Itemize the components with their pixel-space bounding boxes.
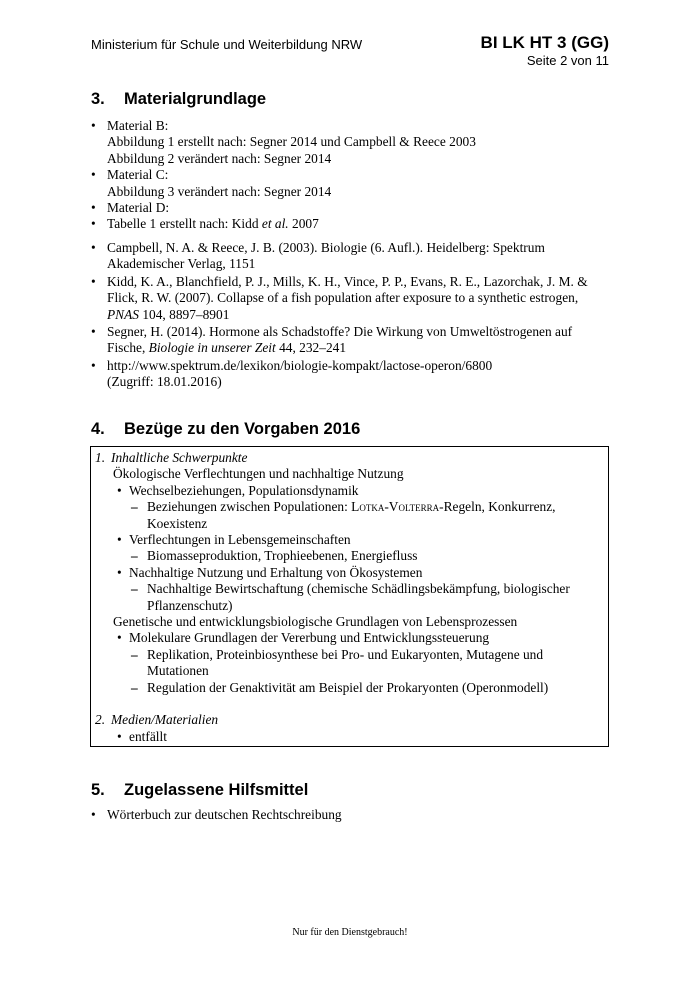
- box-heading-1-text: Inhaltliche Schwerpunkte: [111, 450, 248, 465]
- reference-list: [91, 240, 611, 392]
- list-item: [91, 118, 611, 167]
- list-item: • Verflechtungen in Lebensgemeinschaften: [95, 532, 600, 548]
- footer-note: Nur für den Dienstgebrauch!: [292, 927, 408, 938]
- spacer: [95, 696, 600, 712]
- reference-campbell: Campbell, N. A. & Reece, J. B. (2003). Biologie (6. Aufl.). Heidelberg: Spektrum Akademischer Verlag, 1151: [107, 240, 545, 272]
- list-item: [91, 274, 611, 323]
- list-item: • Molekulare Grundlagen der Vererbung und Entwicklungssteuerung: [95, 630, 600, 646]
- section-4-number: 4.: [91, 420, 105, 438]
- table-source-year: 2007: [288, 216, 319, 232]
- section-3-title: Materialgrundlage: [124, 90, 267, 108]
- section-5-title: Zugelassene Hilfsmittel: [124, 781, 309, 799]
- item-smallcaps-term: Lotka-Volterra: [351, 499, 440, 515]
- list-item: [91, 324, 611, 357]
- item-text-rest: -Regeln, Konkurrenz, Koexistenz: [147, 499, 556, 531]
- box-heading-1: [95, 450, 600, 466]
- reference-url: • http://www.spektrum.de/lexikon/biologie-kompakt/lactose-operon/6800: [107, 357, 493, 373]
- material-b-source-1: Abbildung 1 erstellt nach: Segner 2014 und Campbell & Reece 2003: [107, 134, 476, 150]
- list-item: [91, 167, 611, 200]
- list-item: – Regulation der Genaktivität am Beispiel der Prokaryonten (Operonmodell): [95, 680, 600, 696]
- list-item: – Replikation, Proteinbiosynthese bei Pro- und Eukaryonten, Mutagene und Mutationen: [95, 647, 600, 680]
- section-5-number: 5.: [91, 781, 105, 799]
- list-item: [91, 200, 611, 216]
- reference-kidd-pages: 104, 8897–8901: [139, 306, 230, 322]
- reference-segner: Segner, H. (2014). Hormone als Schadstoffe? Die Wirkung von Umweltöstrogenen auf Fische,: [107, 324, 573, 356]
- reference-kidd: Kidd, K. A., Blanchfield, P. J., Mills, K. H., Vince, P. P., Evans, R. E., Lazorchak, J. M. & Flick, R. W. (2007). Collapse of a fish population after exposure to a synthetic estrogen,: [107, 273, 588, 306]
- material-b-source-2: Abbildung 2 verändert nach: Segner 2014: [107, 150, 332, 166]
- box-heading-2: [95, 712, 600, 728]
- reference-access-date: (Zugriff: 18.01.2016): [107, 374, 222, 390]
- item-text: Beziehungen zwischen Populationen:: [147, 499, 352, 515]
- requirements-box: [90, 446, 609, 747]
- list-item: [95, 499, 600, 532]
- list-item: [91, 216, 611, 232]
- box-heading-2-number: 2.: [95, 712, 106, 728]
- material-c-source: Abbildung 3 verändert nach: Segner 2014: [107, 183, 332, 199]
- table-source-etal: et al.: [261, 216, 289, 232]
- list-item: [91, 240, 611, 273]
- list-item: • Wörterbuch zur deutschen Rechtschreibung: [91, 807, 611, 823]
- list-item: – Nachhaltige Bewirtschaftung (chemische Schädlingsbekämpfung, biologischer Pflanzenschutz): [95, 581, 600, 614]
- permitted-aids-list: [91, 807, 611, 823]
- material-list: [91, 118, 611, 233]
- reference-segner-journal: Biologie in unserer Zeit: [148, 340, 276, 356]
- box-heading-2-text: Medien/Materialien: [111, 712, 219, 728]
- topic-ecology: Ökologische Verflechtungen und nachhaltige Nutzung: [113, 466, 404, 482]
- material-d-label: • Material D:: [107, 200, 170, 216]
- ministry-header: Ministerium für Schule und Weiterbildung NRW: [91, 37, 363, 52]
- material-b-label: • Material B:: [107, 118, 169, 133]
- document-code-block: [481, 33, 609, 69]
- page-number: Seite 2 von 11: [526, 53, 609, 68]
- box-heading-1-number: 1.: [95, 450, 106, 465]
- list-item: • Wechselbeziehungen, Populationsdynamik: [95, 483, 600, 499]
- section-3-number: 3.: [91, 90, 105, 108]
- list-item: • entfällt: [95, 729, 600, 745]
- list-item: [91, 358, 611, 391]
- section-4-title: Bezüge zu den Vorgaben 2016: [124, 420, 361, 438]
- reference-kidd-journal: PNAS: [107, 306, 139, 322]
- document-code: BI LK HT 3 (GG): [480, 33, 609, 52]
- section-3-heading: [91, 90, 266, 109]
- reference-segner-pages: 44, 232–241: [275, 340, 347, 356]
- section-4-heading: [91, 420, 360, 439]
- list-item: • Nachhaltige Nutzung und Erhaltung von Ökosystemen: [95, 565, 600, 581]
- table-source-text: Tabelle 1 erstellt nach: Kidd: [107, 216, 262, 232]
- section-5-heading: [91, 781, 308, 800]
- material-c-label: • Material C:: [107, 167, 169, 183]
- list-item: – Biomasseproduktion, Trophieebenen, Energiefluss: [95, 548, 600, 564]
- topic-genetics: Genetische und entwicklungsbiologische Grundlagen von Lebensprozessen: [113, 614, 518, 630]
